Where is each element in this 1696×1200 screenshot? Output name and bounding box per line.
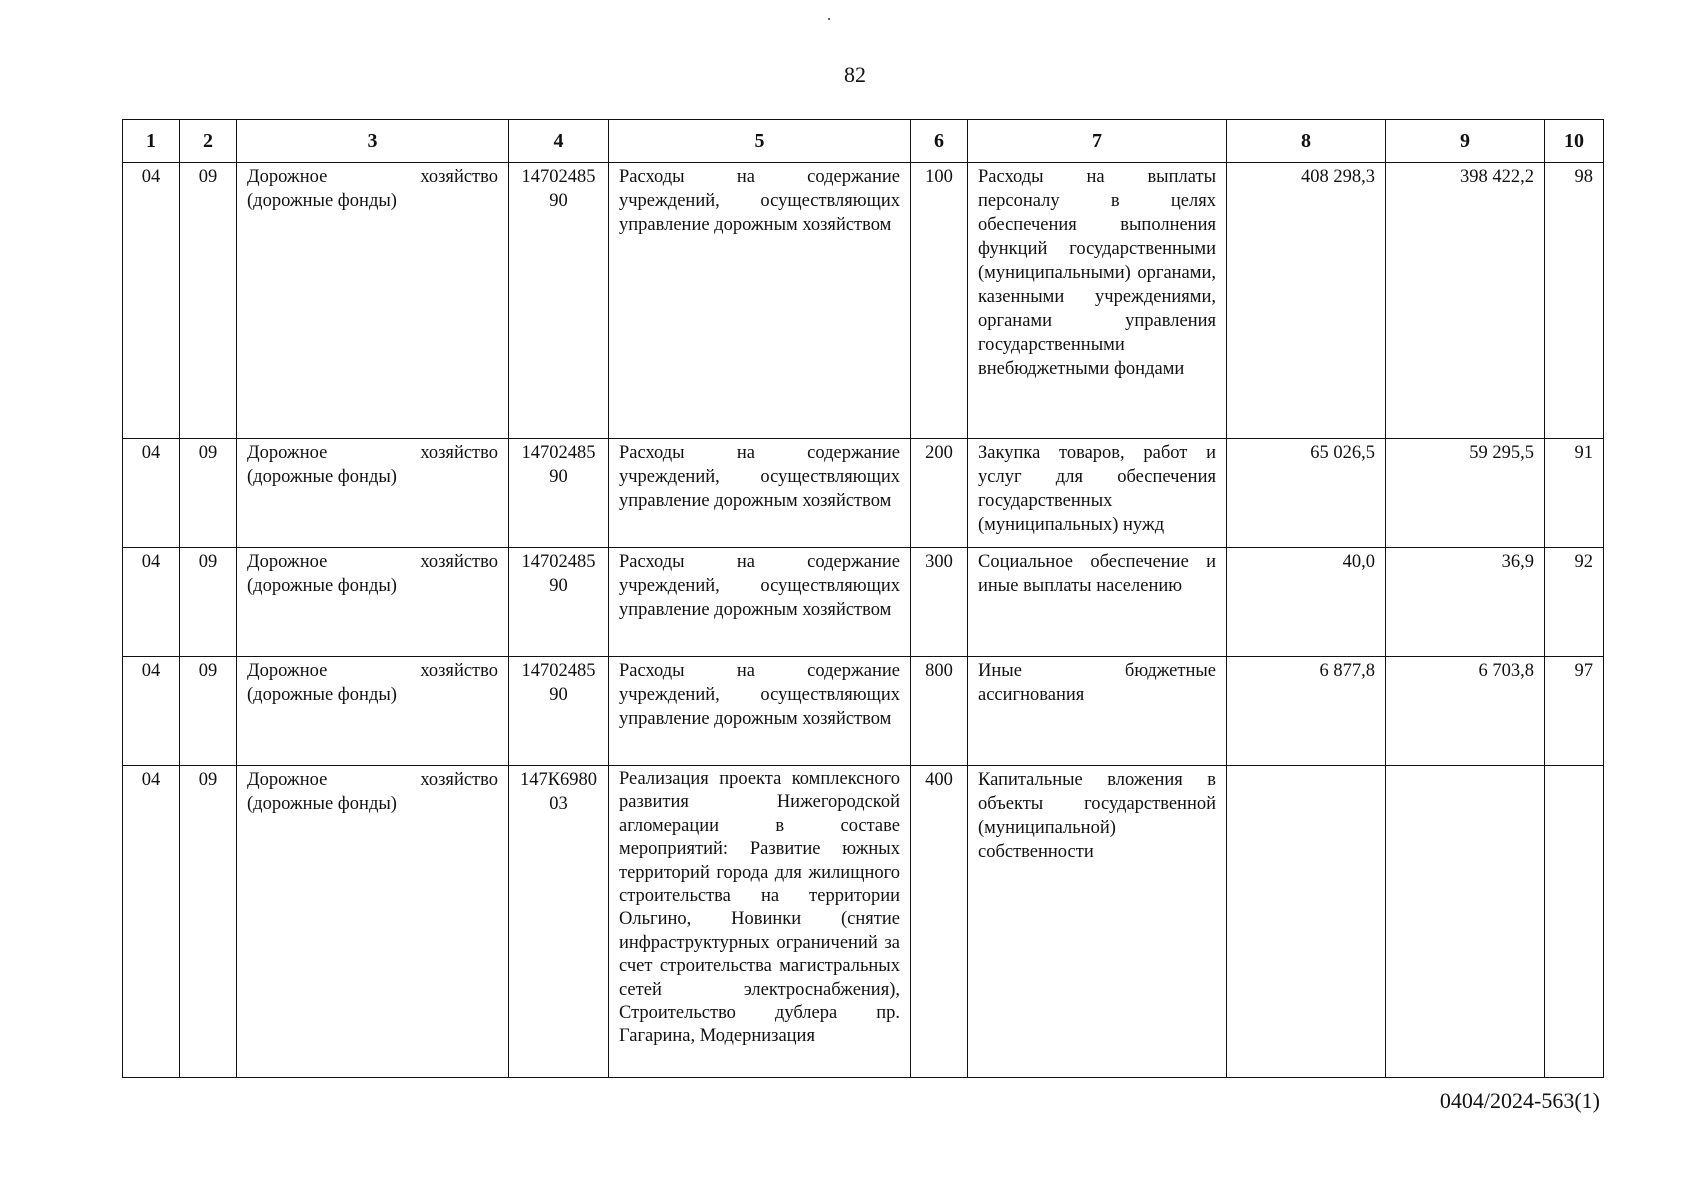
cell-percent: 92: [1545, 548, 1604, 657]
table-row: [123, 163, 1604, 439]
col-header-9: 9: [1386, 120, 1545, 163]
cell-subsection: 09: [180, 548, 237, 657]
cell-target-code: 1470248590: [509, 657, 609, 766]
cell-section-name: Дорожное хозяйство (дорожные фонды): [237, 439, 509, 548]
cell-section-name: Дорожное хозяйство (дорожные фонды): [237, 657, 509, 766]
cell-executed: 59 295,5: [1386, 439, 1545, 548]
col-header-10: 10: [1545, 120, 1604, 163]
cell-planned: 40,0: [1227, 548, 1386, 657]
cell-expense-type: 400: [911, 766, 968, 1078]
cell-planned: 408 298,3: [1227, 163, 1386, 439]
cell-program-name: Расходы на содержание учреждений, осуществляющих управление дорожным хозяйством: [609, 163, 911, 439]
cell-expense-type-name: Иные бюджетные ассигнования: [968, 657, 1227, 766]
col-header-6: 6: [911, 120, 968, 163]
cell-target-code: 1470248590: [509, 548, 609, 657]
cell-planned: [1227, 766, 1386, 1078]
cell-executed: 6 703,8: [1386, 657, 1545, 766]
cell-section-name: Дорожное хозяйство (дорожные фонды): [237, 766, 509, 1078]
document-code: 0404/2024-563(1): [1439, 1088, 1600, 1113]
cell-subsection: 09: [180, 163, 237, 439]
cell-section: 04: [123, 548, 180, 657]
cell-percent: 97: [1545, 657, 1604, 766]
cell-executed: 398 422,2: [1386, 163, 1545, 439]
table-row: [123, 548, 1604, 657]
cell-expense-type: 800: [911, 657, 968, 766]
cell-expense-type-name: Социальное обеспечение и иные выплаты населению: [968, 548, 1227, 657]
cell-target-code: 1470248590: [509, 163, 609, 439]
col-header-5: 5: [609, 120, 911, 163]
cell-percent: [1545, 766, 1604, 1078]
cell-expense-type: 100: [911, 163, 968, 439]
col-header-3: 3: [237, 120, 509, 163]
table-row: [123, 766, 1604, 1078]
page-number: 82: [844, 62, 866, 87]
cell-section: 04: [123, 766, 180, 1078]
col-header-7: 7: [968, 120, 1227, 163]
cell-program-name: Расходы на содержание учреждений, осуществляющих управление дорожным хозяйством: [609, 657, 911, 766]
col-header-8: 8: [1227, 120, 1386, 163]
cell-planned: 65 026,5: [1227, 439, 1386, 548]
cell-program-name: Расходы на содержание учреждений, осуществляющих управление дорожным хозяйством: [609, 439, 911, 548]
cell-section: 04: [123, 439, 180, 548]
col-header-2: 2: [180, 120, 237, 163]
cell-executed: 36,9: [1386, 548, 1545, 657]
cell-expense-type: 200: [911, 439, 968, 548]
cell-percent: 91: [1545, 439, 1604, 548]
cell-section: 04: [123, 163, 180, 439]
table-row: [123, 439, 1604, 548]
cell-planned: 6 877,8: [1227, 657, 1386, 766]
cell-executed: [1386, 766, 1545, 1078]
cell-program-name: Расходы на содержание учреждений, осуществляющих управление дорожным хозяйством: [609, 548, 911, 657]
header-row: [123, 120, 1604, 163]
col-header-1: 1: [123, 120, 180, 163]
scan-speck: [828, 18, 830, 20]
budget-table: [122, 119, 1604, 1078]
cell-subsection: 09: [180, 439, 237, 548]
cell-subsection: 09: [180, 657, 237, 766]
cell-expense-type: 300: [911, 548, 968, 657]
table-row: [123, 657, 1604, 766]
cell-expense-type-name: Закупка товаров, работ и услуг для обеспечения государственных (муниципальных) нужд: [968, 439, 1227, 548]
cell-subsection: 09: [180, 766, 237, 1078]
cell-target-code: 1470248590: [509, 439, 609, 548]
cell-section-name: Дорожное хозяйство (дорожные фонды): [237, 548, 509, 657]
cell-percent: 98: [1545, 163, 1604, 439]
cell-section-name: Дорожное хозяйство (дорожные фонды): [237, 163, 509, 439]
col-header-4: 4: [509, 120, 609, 163]
cell-section: 04: [123, 657, 180, 766]
cell-target-code: 147К698003: [509, 766, 609, 1078]
cell-program-name: Реализация проекта комплексного развития Нижегородской агломерации в составе мероприятий: Развитие южных территорий города для жилищного строительства на территории Ольгино, Новинки (снятие инфраструктурных ограничений за счет строительства магистральных сетей электроснабжения), Строительство дублера пр. Гагарина, Модернизация: [609, 766, 911, 1078]
cell-expense-type-name: Капитальные вложения в объекты государственной (муниципальной) собственности: [968, 766, 1227, 1078]
cell-expense-type-name: Расходы на выплаты персоналу в целях обеспечения выполнения функций государственными (муниципальными) органами, казенными учреждениями, органами управления государственными внебюджетными фондами: [968, 163, 1227, 439]
